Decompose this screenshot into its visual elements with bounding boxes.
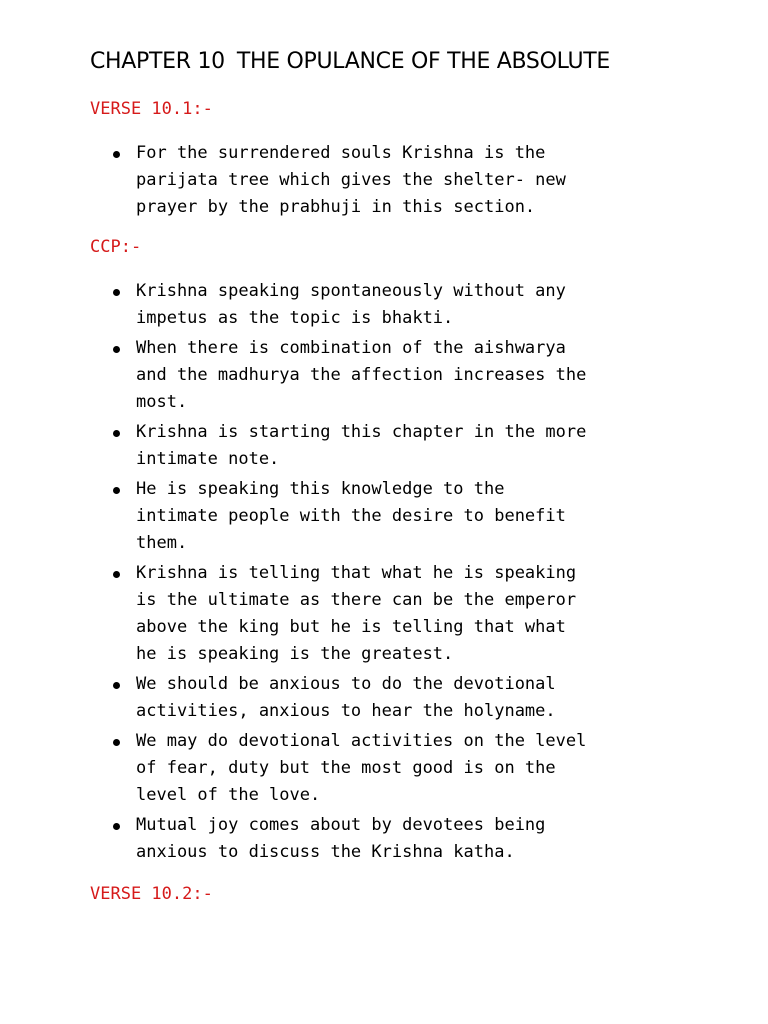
- list-item: Krishna is telling that what he is speaking is the ultimate as there can be the emperor above the king but he is telling that what he is speaking is the greatest.: [0, 560, 676, 668]
- list-item: He is speaking this knowledge to the intimate people with the desire to benefit them.: [0, 476, 676, 557]
- list-item: We may do devotional activities on the level of fear, duty but the most good is on the level of the love.: [0, 728, 676, 809]
- list-item: Mutual joy comes about by devotees being anxious to discuss the Krishna katha.: [0, 812, 676, 866]
- section-heading-verse-10-1: VERSE 10.1:-: [90, 99, 213, 119]
- bullet-icon: [113, 739, 120, 746]
- bullet-icon: [113, 289, 120, 296]
- list-item: When there is combination of the aishwarya and the madhurya the affection increases the most.: [0, 335, 676, 416]
- list-item: Krishna speaking spontaneously without any impetus as the topic is bhakti.: [0, 278, 676, 332]
- bullet-icon: [113, 487, 120, 494]
- list-item: For the surrendered souls Krishna is the parijata tree which gives the shelter- new prayer by the prabhuji in this section.: [0, 140, 676, 221]
- bullet-icon: [113, 430, 120, 437]
- chapter-name: THE OPULANCE OF THE ABSOLUTE: [236, 49, 611, 74]
- bullet-list-verse-10-1: [0, 140, 768, 224]
- section-heading-verse-10-2: VERSE 10.2:-: [90, 884, 213, 904]
- bullet-icon: [113, 682, 120, 689]
- list-item: Krishna is starting this chapter in the more intimate note.: [0, 419, 676, 473]
- bullet-icon: [113, 151, 120, 158]
- bullet-list-ccp: [0, 278, 768, 869]
- chapter-number: CHAPTER 10: [90, 49, 225, 74]
- list-item: We should be anxious to do the devotional activities, anxious to hear the holyname.: [0, 671, 676, 725]
- bullet-icon: [113, 346, 120, 353]
- section-heading-ccp: CCP:-: [90, 237, 142, 257]
- chapter-title: [90, 49, 610, 74]
- bullet-icon: [113, 823, 120, 830]
- bullet-icon: [113, 571, 120, 578]
